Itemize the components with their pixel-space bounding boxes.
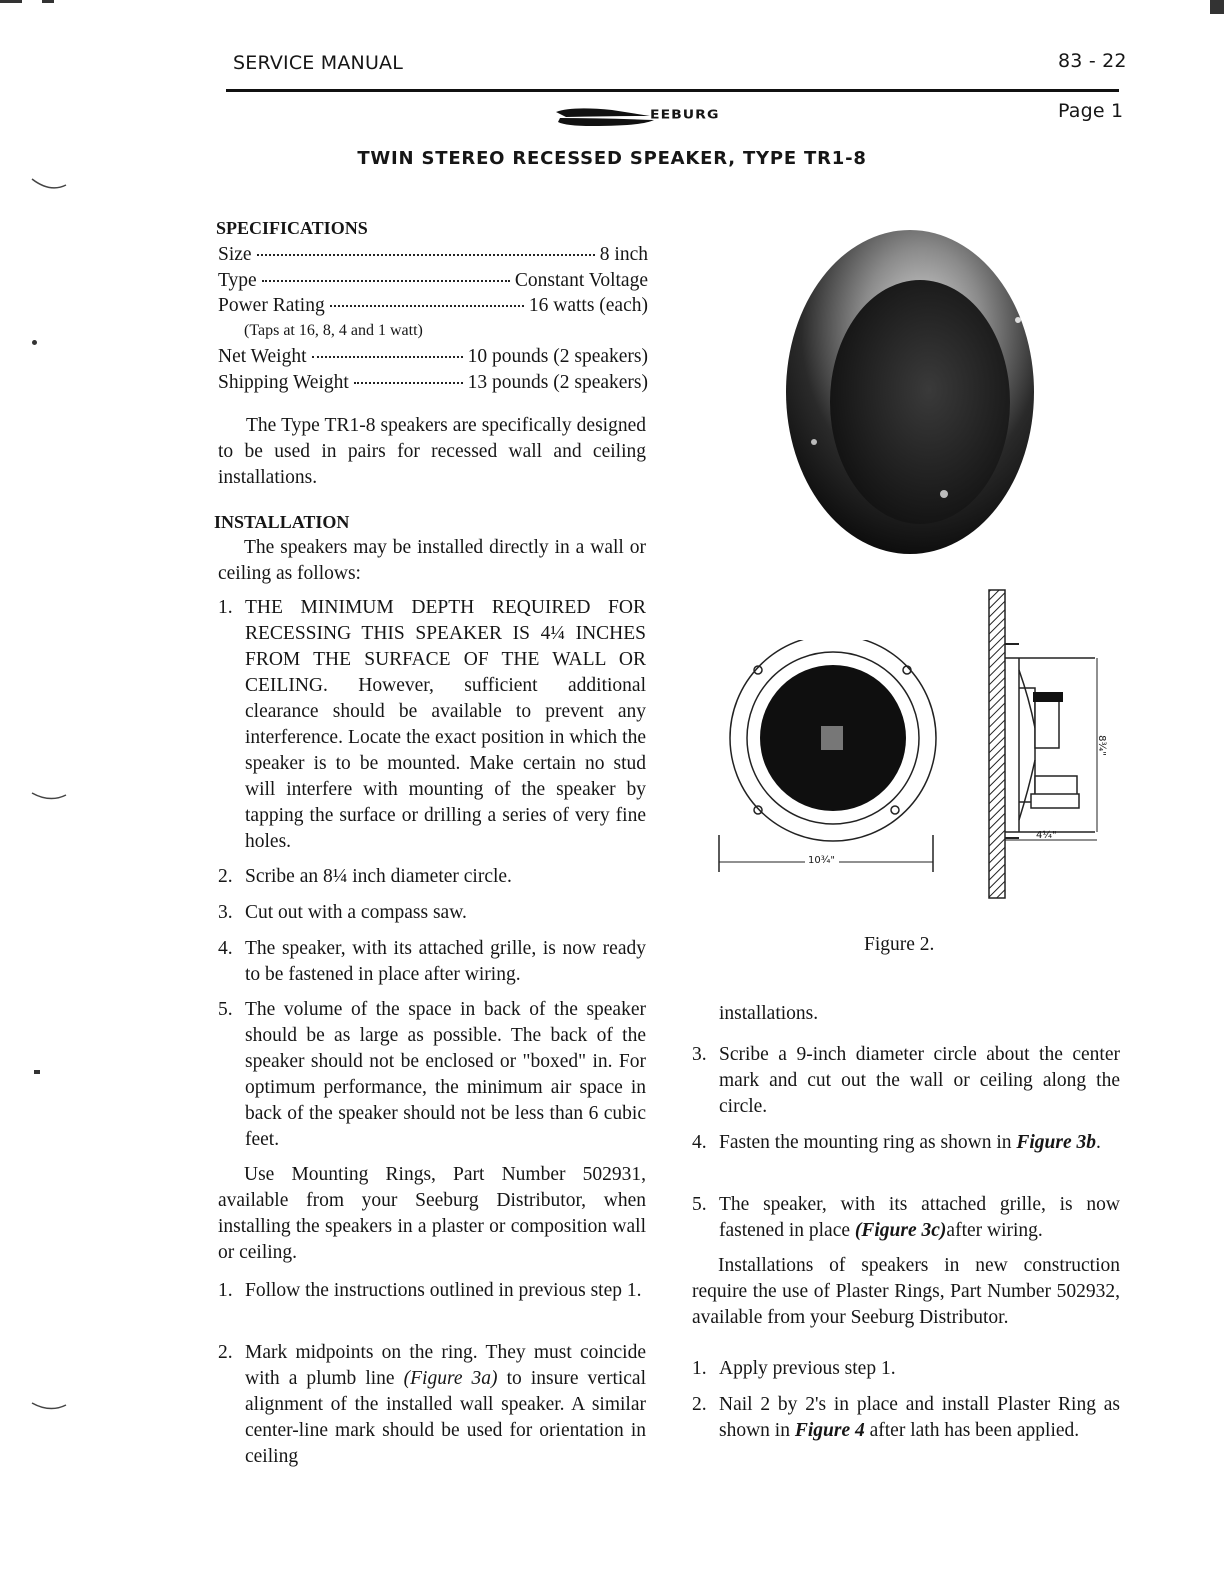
leader-dots [262,280,510,282]
side-view-drawing [975,588,1105,900]
mounting-rings-paragraph: Use Mounting Rings, Part Number 502931, available from your Seeburg Distributor, when installing the speakers in a plaster or composition wall or ceiling. [218,1164,646,1263]
ring-step [692,1042,1120,1120]
spec-value: Constant Voltage [514,270,648,291]
ring-step [218,1278,646,1304]
step-number: 4. [218,938,233,959]
header-rule [226,89,1119,92]
step-text-part: to insure vertical alignment of the installed wall speaker. A similar center-line mark should be used for orientation in ceiling [245,1368,647,1467]
wall-section [989,590,1005,898]
screw-hole [891,806,899,814]
height-dimension-label: 8¾" [1095,735,1107,756]
step-number: 2. [218,1342,233,1363]
ring-step [692,1192,1120,1244]
step-text-part: Fasten the mounting ring as shown in [719,1132,1017,1153]
step-text: Scribe an 8¼ inch diameter circle. [245,866,512,887]
continuation-text: installations. [719,1003,819,1024]
step-text [719,1130,1120,1156]
install-step [218,900,646,926]
leader-dots [257,254,595,256]
intro-paragraph: The Type TR1-8 speakers are specifically designed to be used in pairs for recessed wall and ceiling installations. [218,415,646,488]
install-step [218,864,646,890]
punch-hole-mark [30,785,70,809]
spec-value: 8 inch [599,244,648,265]
spec-row [218,268,648,294]
install-step [218,595,646,855]
document-title: TWIN STEREO RECESSED SPEAKER, TYPE TR1-8 [357,148,867,169]
leader-dots [330,305,524,307]
step-number: 5. [218,999,233,1020]
spec-row [218,242,648,268]
step-number: 4. [692,1132,707,1153]
mounting-screw [940,490,948,498]
ring-step [692,1130,1120,1156]
terminal-strip [1033,692,1063,702]
step-number: 3. [218,902,233,923]
document-code: 83 - 22 [1058,50,1127,72]
logo-s-mark [552,106,662,128]
figure-reference: Figure 4 [794,1420,865,1441]
figure-reference: Figure 3b [1016,1132,1096,1153]
step-text [719,1192,1120,1244]
seeburg-logo [552,106,772,130]
step-text: The speaker, with its attached grille, is now ready to be fastened in place after wiring. [245,938,646,985]
speaker-photo [780,222,1042,562]
step-text [245,1340,646,1470]
plaster-step [692,1356,1120,1382]
front-dimension-label: 10¾" [808,855,836,866]
logo-wordmark: EEBURG [650,107,720,123]
step-text: Cut out with a compass saw. [245,902,467,923]
plaster-rings-paragraph: Installations of speakers in new construction require the use of Plaster Rings, Part Number 502932, available from your Seeburg Distributor. [692,1255,1120,1328]
punch-hole-mark [30,1395,70,1419]
step-number: 1. [692,1358,707,1379]
leader-dots [312,356,463,358]
scan-mark [1210,0,1224,14]
installation-lead: The speakers may be installed directly in a wall or ceiling as follows: [218,537,646,584]
taps-note: (Taps at 16, 8, 4 and 1 watt) [244,322,423,339]
spec-value: 13 pounds (2 speakers) [467,372,648,393]
spec-label: Size [218,244,252,265]
screw-hole [754,806,762,814]
step-text-part: Nail 2 by 2's in place and install Plaster Ring as shown in [719,1394,1120,1441]
transformer-base [1031,794,1079,808]
step-number: 5. [692,1194,707,1215]
specifications-heading: SPECIFICATIONS [216,218,368,238]
leader-dots [354,382,463,384]
punch-hole-mark [30,175,70,199]
spec-row [218,344,648,370]
scan-dot [34,1070,40,1074]
step-text-part: The speaker, with its attached grille, is now fastened in place [719,1194,1120,1241]
spec-label: Power Rating [218,295,325,316]
step-text: Scribe a 9-inch diameter circle about the center mark and cut out the wall or ceiling along the circle. [719,1044,1120,1117]
mounting-screw [811,439,817,445]
plaster-step [692,1392,1120,1444]
step-text [719,1392,1120,1444]
step-number: 1. [218,1280,233,1301]
spec-value: 16 watts (each) [528,295,648,316]
step-text-part: after wiring. [946,1220,1043,1241]
install-step [218,936,646,988]
step-text-part: Mark midpoints on the ring. They must coincide with a plumb line [245,1342,646,1389]
step-text: The volume of the space in back of the speaker should be as large as possible. The back of the speaker should not be enclosed or "boxed" in. For optimum performance, the minimum air space in back of the speaker should not be less than 6 cubic feet. [245,999,646,1150]
figure-reference: (Figure 3a) [403,1368,498,1389]
installation-heading: INSTALLATION [214,512,350,532]
scan-mark [42,0,54,3]
spec-label: Shipping Weight [218,372,349,393]
spec-label: Type [218,270,257,291]
ring-step [218,1340,646,1470]
front-view-drawing [715,640,940,880]
step-number: 2. [218,866,233,887]
step-text: Follow the instructions outlined in previous step 1. [245,1280,642,1301]
scan-dot [32,340,37,345]
step-text-part: after lath has been applied. [864,1420,1080,1441]
page-number: Page 1 [1058,100,1124,122]
depth-dimension-label: 4¼" [1036,830,1057,841]
scan-mark [0,0,22,3]
manual-label: SERVICE MANUAL [233,52,404,74]
figure-caption: Figure 2. [864,934,935,955]
dust-cap [821,726,843,750]
spec-label: Net Weight [218,346,307,367]
step-text: Apply previous step 1. [719,1358,896,1379]
step-text-part: . [1096,1132,1101,1153]
step-number: 3. [692,1044,707,1065]
step-number: 2. [692,1394,707,1415]
step-number: 1. [218,597,233,618]
spec-row [218,370,648,396]
spec-value: 10 pounds (2 speakers) [467,346,648,367]
magnet-block [1035,700,1059,748]
mounting-screw [1015,317,1021,323]
figure-reference: (Figure 3c) [854,1220,947,1241]
install-step [218,997,646,1153]
step-text: THE MINIMUM DEPTH REQUIRED FOR RECESSING THIS SPEAKER IS 4¼ INCHES FROM THE SURFACE OF THE WALL OR CEILING. However, sufficient additional clearance should be available to prevent any interference. Locate the exact position in which the speaker is to be mounted. Make certain no stud will interfere with mounting of the speaker by tapping the surface or drilling a series of very fine holes. [245,597,646,852]
spec-row [218,293,648,319]
speaker-grille [830,280,1010,524]
